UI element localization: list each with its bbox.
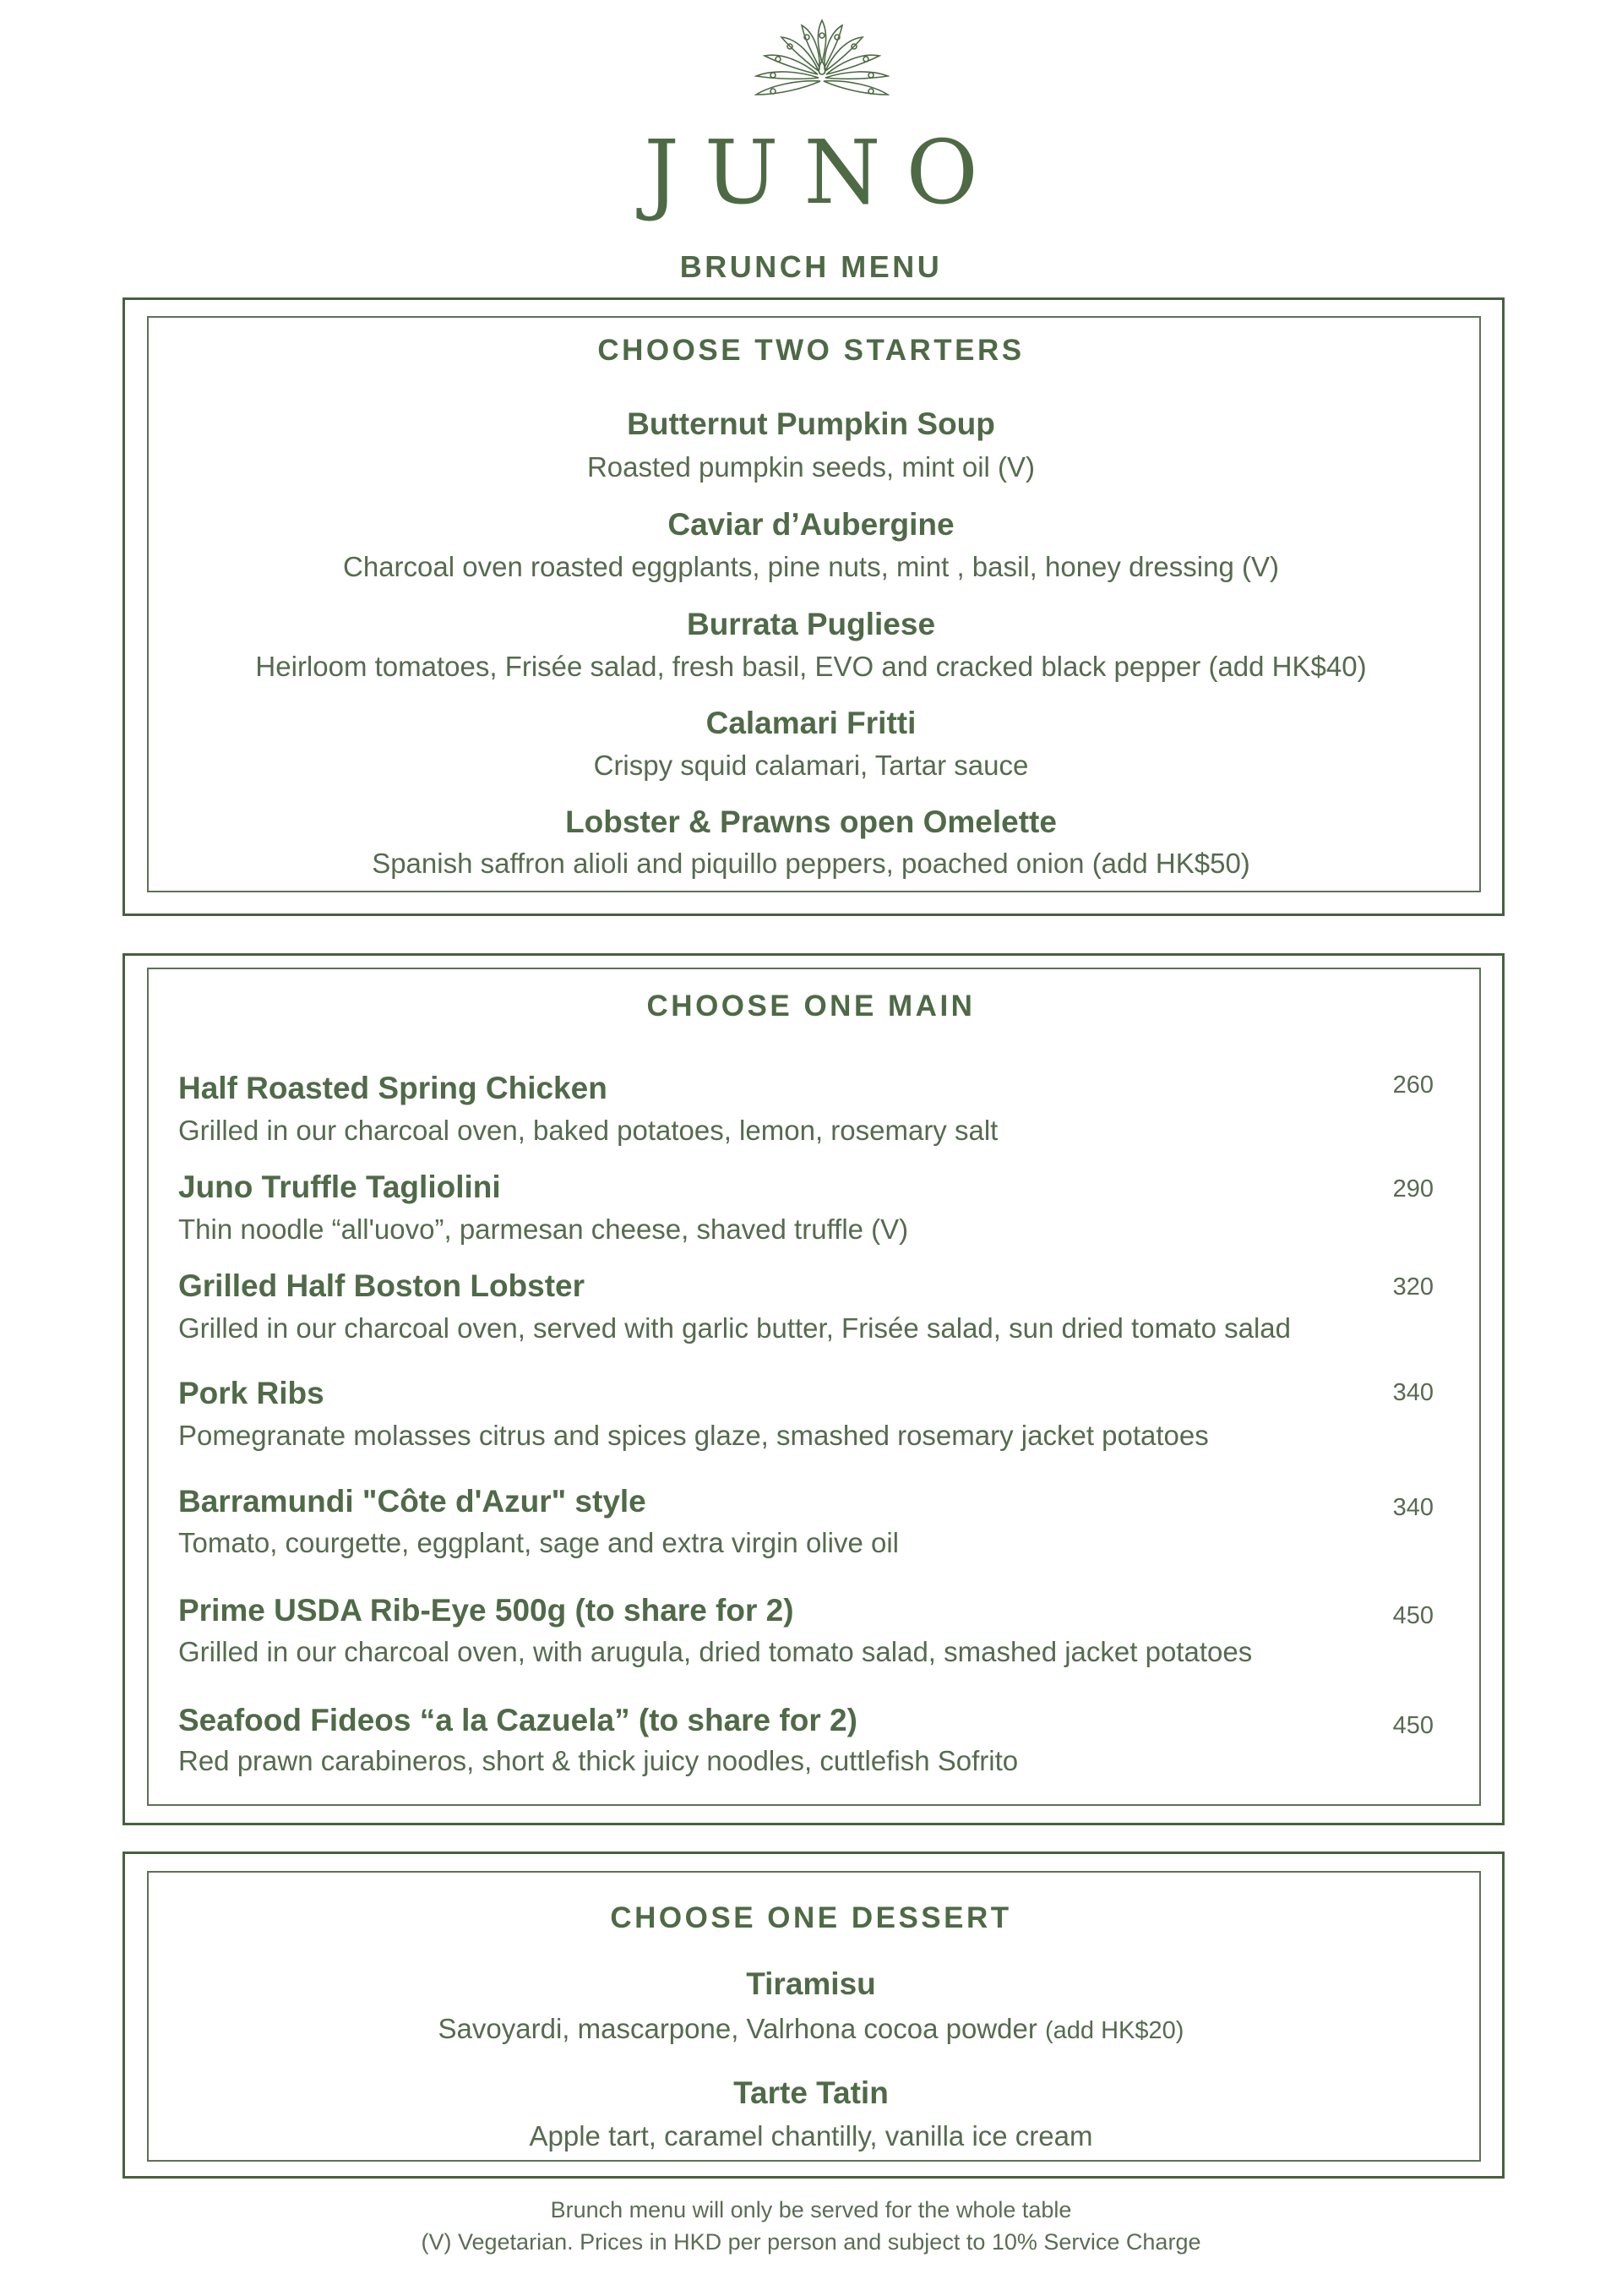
starter-description: Heirloom tomatoes, Frisée salad, fresh basil, EVO and cracked black pepper (add HK$40) — [255, 651, 1367, 682]
main-description: Grilled in our charcoal oven, with arugula, dried tomato salad, smashed jacket potatoes — [178, 1636, 1253, 1667]
main-price: 290 — [1392, 1175, 1434, 1203]
starters-heading: CHOOSE TWO STARTERS — [597, 334, 1025, 367]
main-price: 340 — [1392, 1379, 1434, 1406]
dessert-title: Tiramisu — [746, 1966, 876, 2001]
starter-title: Burrata Pugliese — [686, 607, 936, 641]
dessert-description: Apple tart, caramel chantilly, vanilla ice cream — [529, 2120, 1093, 2151]
starter-title: Calamari Fritti — [705, 706, 917, 740]
main-description: Red prawn carabineros, short & thick juicy noodles, cuttlefish Sofrito — [178, 1745, 1019, 1776]
desserts-heading: CHOOSE ONE DESSERT — [610, 1901, 1012, 1934]
dessert-surcharge: (add HK$20) — [1045, 2017, 1184, 2044]
main-title: Grilled Half Boston Lobster — [178, 1268, 585, 1303]
main-title: Juno Truffle Tagliolini — [178, 1170, 501, 1204]
main-title: Prime USDA Rib-Eye 500g (to share for 2) — [178, 1593, 794, 1628]
dessert-description-text: Savoyardi, mascarpone, Valrhona cocoa powder — [438, 2013, 1037, 2044]
dessert-description — [0, 2012, 1622, 2048]
main-title: Half Roasted Spring Chicken — [178, 1071, 607, 1105]
starter-description: Charcoal oven roasted eggplants, pine nuts, mint , basil, honey dressing (V) — [343, 551, 1279, 582]
main-description: Grilled in our charcoal oven, baked potatoes, lemon, rosemary salt — [178, 1115, 999, 1146]
main-description: Pomegranate molasses citrus and spices glaze, smashed rosemary jacket potatoes — [178, 1420, 1209, 1451]
starter-description: Roasted pumpkin seeds, mint oil (V) — [586, 451, 1036, 483]
starter-title: Butternut Pumpkin Soup — [627, 406, 995, 441]
dessert-title: Tarte Tatin — [733, 2075, 889, 2110]
mains-heading: CHOOSE ONE MAIN — [646, 990, 976, 1023]
main-price: 320 — [1392, 1273, 1434, 1301]
footer-note-vegetarian: (V) Vegetarian. Prices in HKD per person and subject to 10% Service Charge — [421, 2229, 1201, 2255]
main-title: Barramundi "Côte d'Azur" style — [178, 1484, 646, 1519]
starter-title: Caviar d’Aubergine — [667, 507, 955, 542]
main-description: Tomato, courgette, eggplant, sage and extra virgin olive oil — [178, 1527, 900, 1558]
main-description: Grilled in our charcoal oven, served with garlic butter, Frisée salad, sun dried tomato salad — [178, 1312, 1291, 1344]
starter-description: Spanish saffron alioli and piquillo peppers, poached onion (add HK$50) — [372, 848, 1250, 879]
brand-logo-text: JUNO — [644, 121, 1004, 224]
main-price: 450 — [1392, 1602, 1434, 1629]
main-title: Seafood Fideos “a la Cazuela” (to share for 2) — [178, 1703, 857, 1737]
main-title: Pork Ribs — [178, 1376, 324, 1410]
menu-title: BRUNCH MENU — [679, 249, 943, 284]
main-price: 260 — [1392, 1072, 1434, 1099]
main-description: Thin noodle “all'uovo”, parmesan cheese, shaved truffle (V) — [178, 1213, 909, 1245]
starter-description: Crispy squid calamari, Tartar sauce — [593, 750, 1029, 781]
main-price: 340 — [1392, 1494, 1434, 1521]
peacock-logo-icon — [754, 10, 890, 98]
footer-note-table: Brunch menu will only be served for the whole table — [550, 2197, 1072, 2222]
starter-title: Lobster & Prawns open Omelette — [565, 804, 1057, 839]
main-price: 450 — [1392, 1712, 1434, 1739]
